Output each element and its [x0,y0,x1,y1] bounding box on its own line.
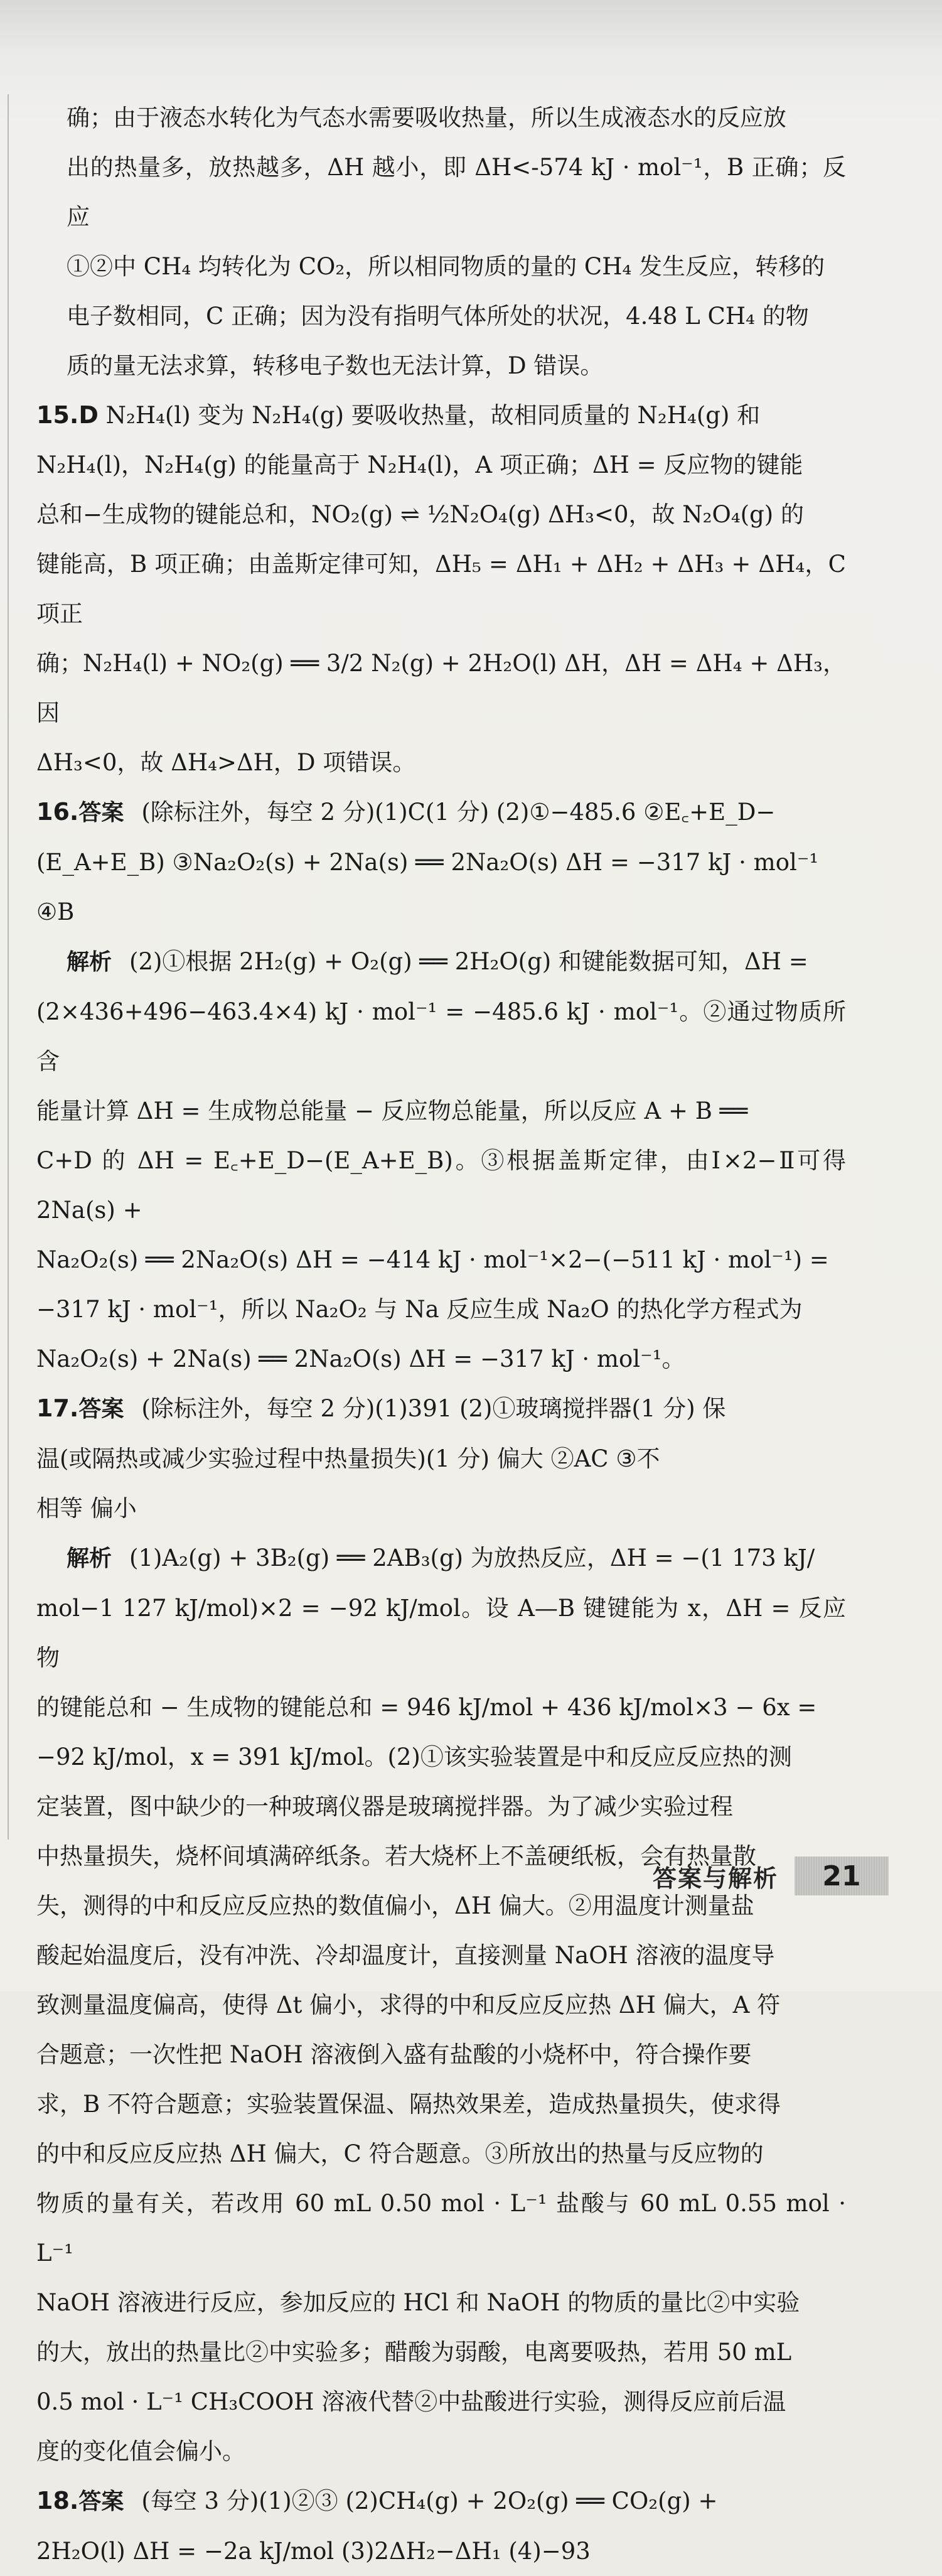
text-line: 确；N₂H₄(l) + NO₂(g) ══ 3/2 N₂(g) + 2H₂O(l) ΔH，ΔH = ΔH₄ + ΔH₃，因 [36,650,846,726]
text-line: N₂H₄(l)，N₂H₄(g) 的能量高于 N₂H₄(l)，A 项正确；ΔH = 反应物的键能 [36,451,803,478]
text-line: −317 kJ · mol⁻¹，所以 Na₂O₂ 与 Na 反应生成 Na₂O 的热化学方程式为 [36,1296,803,1323]
text-line: 致测量温度偏高，使得 Δt 偏小，求得的中和反应反应热 ΔH 偏大，A 符 [36,1991,781,2018]
analysis-16 [36,937,846,987]
text-line: (除标注外，每空 2 分)(1)391 (2)①玻璃搅拌器(1 分) 保 [141,1395,726,1422]
text-line: 出的热量多，放热越多，ΔH 越小，即 ΔH<-574 kJ · mol⁻¹，B 正确；反应 [67,154,846,230]
page-number-badge [795,1857,889,1895]
page-footer [653,1852,891,1900]
text-line: 相等 偏小 [36,1495,137,1522]
text-line: (2×436+496−463.4×4) kJ · mol⁻¹ = −485.6 kJ · mol⁻¹。②通过物质所含 [36,998,846,1075]
text-line: 温(或隔热或减少实验过程中热量损失)(1 分) 偏大 ②AC ③不 [36,1445,660,1472]
text-line: Na₂O₂(s) + 2Na(s) ══ 2Na₂O(s) ΔH = −317 kJ · mol⁻¹。 [36,1345,685,1372]
text-line: ①②中 CH₄ 均转化为 CO₂，所以相同物质的量的 CH₄ 发生反应，转移的 [67,253,825,280]
text-line: 合题意；一次性把 NaOH 溶液倒入盛有盐酸的小烧杯中，符合操作要 [36,2041,752,2068]
text-line: 定装置，图中缺少的一种玻璃仪器是玻璃搅拌器。为了减少实验过程 [36,1793,733,1820]
text-line: 确；由于液态水转化为气态水需要吸收热量，所以生成液态水的反应放 [67,104,786,131]
text-line: 的键能总和 − 生成物的键能总和 = 946 kJ/mol + 436 kJ/mol×3 − 6x = [36,1694,817,1721]
answer-label: 答案 [78,1396,124,1422]
analysis-17 [36,1533,846,1583]
text-line: 2H₂O(l) ΔH = −2a kJ/mol (3)2ΔH₂−ΔH₁ (4)−93 [36,2538,591,2565]
question-number: 16. [36,798,79,826]
text-line: Na₂O₂(s) ══ 2Na₂O(s) ΔH = −414 kJ · mol⁻¹×2−(−511 kJ · mol⁻¹) = [36,1246,829,1273]
question-15 [36,391,846,440]
question-16 [36,787,846,838]
question-number: 15.D [36,401,99,429]
text-line: NaOH 溶液进行反应，参加反应的 HCl 和 NaOH 的物质的量比②中实验 [36,2289,800,2316]
text-line: 求，B 不符合题意；实验装置保温、隔热效果差，造成热量损失，使求得 [36,2091,781,2118]
text-line: (2)①根据 2H₂(g) + O₂(g) ══ 2H₂O(g) 和键能数据可知，ΔH = [129,948,808,975]
question-18 [36,2476,846,2526]
text-line: mol−1 127 kJ/mol)×2 = −92 kJ/mol。设 A—B 键键能为 x，ΔH = 反应物 [36,1595,846,1671]
footer-title: 答案与解析 [653,1864,779,1892]
text-line: 能量计算 ΔH = 生成物总能量 − 反应物总能量，所以反应 A + B ══ [36,1097,748,1124]
answer-content [36,93,846,2576]
text-line: 质的量无法求算，转移电子数也无法计算，D 错误。 [67,352,604,379]
text-line: ④B [36,898,75,925]
text-line: (除标注外，每空 2 分)(1)C(1 分) (2)①−485.6 ②E꜀+E_D− [141,799,776,826]
text-line: (1)A₂(g) + 3B₂(g) ══ 2AB₃(g) 为放热反应，ΔH = −(1 173 kJ/ [129,1544,815,1571]
text-line: 失，测得的中和反应反应热的数值偏小，ΔH 偏大。②用温度计测量盐 [36,1892,754,1919]
answer-label: 答案 [78,2489,124,2514]
analysis-label: 解析 [67,949,112,975]
text-line: 中热量损失，烧杯间填满碎纸条。若大烧杯上不盖硬纸板，会有热量散 [36,1843,756,1870]
text-line: 总和−生成物的键能总和，NO₂(g) ⇌ ½N₂O₄(g) ΔH₃<0，故 N₂O₄(g) 的 [36,501,804,528]
text-line: C+D 的 ΔH = E꜀+E_D−(E_A+E_B)。③根据盖斯定律，由Ⅰ×2−Ⅱ可得 2Na(s) + [36,1147,846,1224]
text-line: 酸起始温度后，没有冲洗、冷却温度计，直接测量 NaOH 溶液的温度导 [36,1942,775,1969]
question-number: 18. [36,2487,79,2514]
question-number: 17. [36,1394,79,1422]
text-line: 物质的量有关，若改用 60 mL 0.50 mol · L⁻¹ 盐酸与 60 mL 0.55 mol · L⁻¹ [36,2190,846,2266]
answer-label: 答案 [78,800,124,826]
text-line: 的大，放出的热量比②中实验多；醋酸为弱酸，电离要吸热，若用 50 mL [36,2339,792,2366]
text-line: −92 kJ/mol，x = 391 kJ/mol。(2)①该实验装置是中和反应反应热的测 [36,1743,792,1770]
text-line: N₂H₄(l) 变为 N₂H₄(g) 要吸收热量，故相同质量的 N₂H₄(g) 和 [105,402,761,429]
page-number: 21 [822,1860,861,1892]
text-line: (每空 3 分)(1)②③ (2)CH₄(g) + 2O₂(g) ══ CO₂(g) + [141,2487,718,2514]
text-line: 0.5 mol · L⁻¹ CH₃COOH 溶液代替②中盐酸进行实验，测得反应前后温 [36,2388,786,2415]
analysis-label: 解析 [67,1546,112,1571]
text-line: 键能高，B 项正确；由盖斯定律可知，ΔH₅ = ΔH₁ + ΔH₂ + ΔH₃ + ΔH₄，C 项正 [36,551,846,627]
text-line: 电子数相同，C 正确；因为没有指明气体所处的状况，4.48 L CH₄ 的物 [67,303,809,330]
text-line: ΔH₃<0，故 ΔH₄>ΔH，D 项错误。 [36,749,416,776]
question-17 [36,1384,846,1434]
text-line: 度的变化值会偏小。 [36,2438,245,2465]
text-line: (E_A+E_B) ③Na₂O₂(s) + 2Na(s) ══ 2Na₂O(s) ΔH = −317 kJ · mol⁻¹ [36,849,819,876]
left-margin-rule [8,94,9,1840]
text-line: 的中和反应反应热 ΔH 偏大，C 符合题意。③所放出的热量与反应物的 [36,2140,764,2167]
